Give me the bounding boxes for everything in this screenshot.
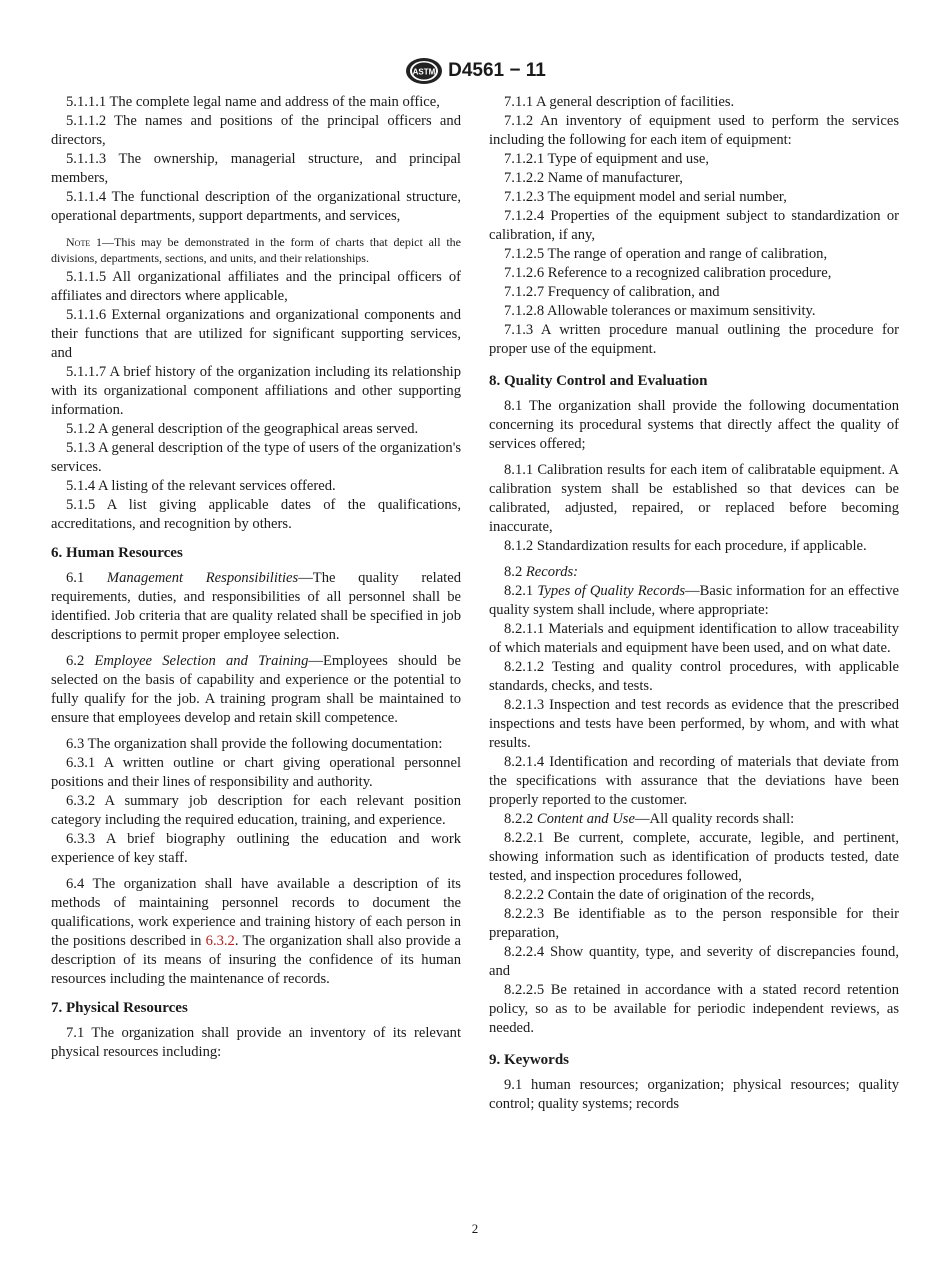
paragraph: 8.1.1 Calibration results for each item of calibratable equipment. A calibration system shall be established so that devices can be calibrated, adjusted, repaired, or replaced before becoming inaccurate, [489, 462, 899, 535]
paragraph: 7.1.2.2 Name of manufacturer, [504, 170, 683, 186]
paragraph: 7.1.2.4 Properties of the equipment subject to standardization or calibration, if any, [489, 208, 899, 243]
paragraph: 5.1.1.7 A brief history of the organization including its relationship with its organizational component affiliations and other supporting information. [51, 364, 461, 418]
page-number: 2 [471, 1221, 479, 1236]
paragraph: 8.2.1.3 Inspection and test records as evidence that the prescribed inspections and tests have been performed, by whom, and with what results. [489, 697, 899, 751]
paragraph: 8.2.2.1 Be current, complete, accurate, legible, and pertinent, showing information such as identification of products tested, date tested, and inspection procedures followed, [489, 830, 899, 884]
paragraph: 6.3.1 A written outline or chart giving operational personnel positions and their lines of responsibility and authority. [51, 755, 461, 790]
paragraph: 7.1.2.7 Frequency of calibration, and [504, 284, 720, 300]
section-heading-keywords: 9. Keywords [489, 1052, 569, 1068]
standard-designation: D4561 − 11 [448, 60, 546, 81]
astm-logo-icon [404, 56, 444, 86]
paragraph: 8.2.1.2 Testing and quality control procedures, with applicable standards, checks, and tests. [489, 659, 899, 694]
paragraph: 7.1.2.5 The range of operation and range of calibration, [504, 246, 828, 262]
note-text: —This may be demonstrated in the form of charts that depict all the divisions, departments, sections, and units, and their relationships. [51, 235, 462, 265]
paragraph: 5.1.1.3 The ownership, managerial structure, and principal members, [51, 151, 461, 186]
section-heading-human-resources: 6. Human Resources [51, 545, 183, 561]
paragraph: 8.2 Records: [504, 564, 579, 580]
paragraph: 5.1.1.5 All organizational affiliates and the principal officers of affiliates and directors where applicable, [51, 269, 461, 304]
paragraph: 9.1 human resources; organization; physical resources; quality control; quality systems; records [489, 1077, 899, 1112]
paragraph: 7.1.1 A general description of facilities. [504, 94, 735, 110]
paragraph: 6.3.2 A summary job description for each relevant position category including the required education, training, and experience. [51, 793, 461, 828]
paragraph: 8.2.2.3 Be identifiable as to the person responsible for their preparation, [489, 906, 899, 941]
paragraph: 6.4 The organization shall have available a description of its methods of maintaining personnel records to document the qualifications, work experience and training history of each person in the positions described in 6.3.2. The organization shall also provide a description of its means of insuring the confidence of its human resources including the maintenance of records. [51, 876, 461, 987]
paragraph: 5.1.1.1 The complete legal name and address of the main office, [66, 94, 440, 110]
paragraph: 7.1.3 A written procedure manual outlining the procedure for proper use of the equipment. [489, 322, 899, 357]
paragraph: 7.1.2.8 Allowable tolerances or maximum sensitivity. [504, 303, 816, 319]
note-1 [51, 234, 461, 266]
paragraph: 8.2.1.1 Materials and equipment identification to allow traceability of which materials and equipment have been used, and on what date. [489, 621, 899, 656]
logo-text: ASTM [412, 67, 436, 77]
paragraph: 8.2.1 Types of Quality Records—Basic information for an effective quality system shall include, where appropriate: [489, 583, 899, 618]
paragraph: 8.2.2 Content and Use—All quality records shall: [504, 811, 795, 827]
paragraph: 8.2.2.2 Contain the date of origination of the records, [504, 887, 815, 903]
left-column [51, 93, 461, 1062]
paragraph: 7.1 The organization shall provide an inventory of its relevant physical resources including: [51, 1025, 461, 1060]
paragraph: 7.1.2 An inventory of equipment used to perform the services including the following for each item of equipment: [489, 113, 899, 148]
paragraph: 7.1.2.3 The equipment model and serial number, [504, 189, 787, 205]
paragraph: 5.1.1.4 The functional description of the organizational structure, operational departments, support departments, and services, [51, 189, 461, 224]
right-column [489, 93, 899, 1114]
section-heading-quality-control: 8. Quality Control and Evaluation [489, 373, 708, 389]
note-label: Note 1 [66, 235, 102, 249]
paragraph: 6.2 Employee Selection and Training—Employees should be selected on the basis of capability and experience or the potential to fully qualify for the job. A training program shall be maintained to ensure that employees develop and retain skill competence. [51, 653, 461, 726]
section-heading-physical-resources: 7. Physical Resources [51, 1000, 188, 1016]
paragraph: 5.1.1.2 The names and positions of the principal officers and directors, [51, 113, 461, 148]
paragraph: 5.1.3 A general description of the type of users of the organization's services. [51, 440, 461, 475]
paragraph: 6.1 Management Responsibilities—The quality related requirements, duties, and responsibilities of all personnel shall be identified. Job criteria that are quality related shall be specified in job descriptions to permit proper employee selection. [51, 570, 462, 643]
paragraph: 7.1.2.1 Type of equipment and use, [504, 151, 710, 167]
paragraph: 5.1.4 A listing of the relevant services offered. [66, 478, 336, 494]
page-header [0, 56, 950, 86]
section-ref-link[interactable]: 6.3.2 [205, 933, 235, 949]
paragraph: 8.2.2.4 Show quantity, type, and severity of discrepancies found, and [489, 944, 899, 979]
paragraph: 6.3 The organization shall provide the following documentation: [66, 736, 443, 752]
paragraph: 5.1.5 A list giving applicable dates of the qualifications, accreditations, and recognition by others. [51, 497, 461, 532]
paragraph: 6.3.3 A brief biography outlining the education and work experience of key staff. [51, 831, 461, 866]
paragraph: 7.1.2.6 Reference to a recognized calibration procedure, [504, 265, 832, 281]
paragraph: 8.2.2.5 Be retained in accordance with a stated record retention policy, so as to be available for periodic independent reviews, as needed. [489, 982, 899, 1036]
paragraph: 5.1.2 A general description of the geographical areas served. [66, 421, 419, 437]
paragraph: 8.2.1.4 Identification and recording of materials that deviate from the specifications with assurance that the deviations have been properly reported to the customer. [489, 754, 899, 808]
paragraph: 5.1.1.6 External organizations and organizational components and their functions that are utilized for significant supporting services, and [51, 307, 461, 361]
paragraph: 8.1 The organization shall provide the following documentation concerning its procedural systems that directly affect the quality of services offered; [489, 398, 899, 452]
paragraph: 8.1.2 Standardization results for each procedure, if applicable. [504, 538, 867, 554]
